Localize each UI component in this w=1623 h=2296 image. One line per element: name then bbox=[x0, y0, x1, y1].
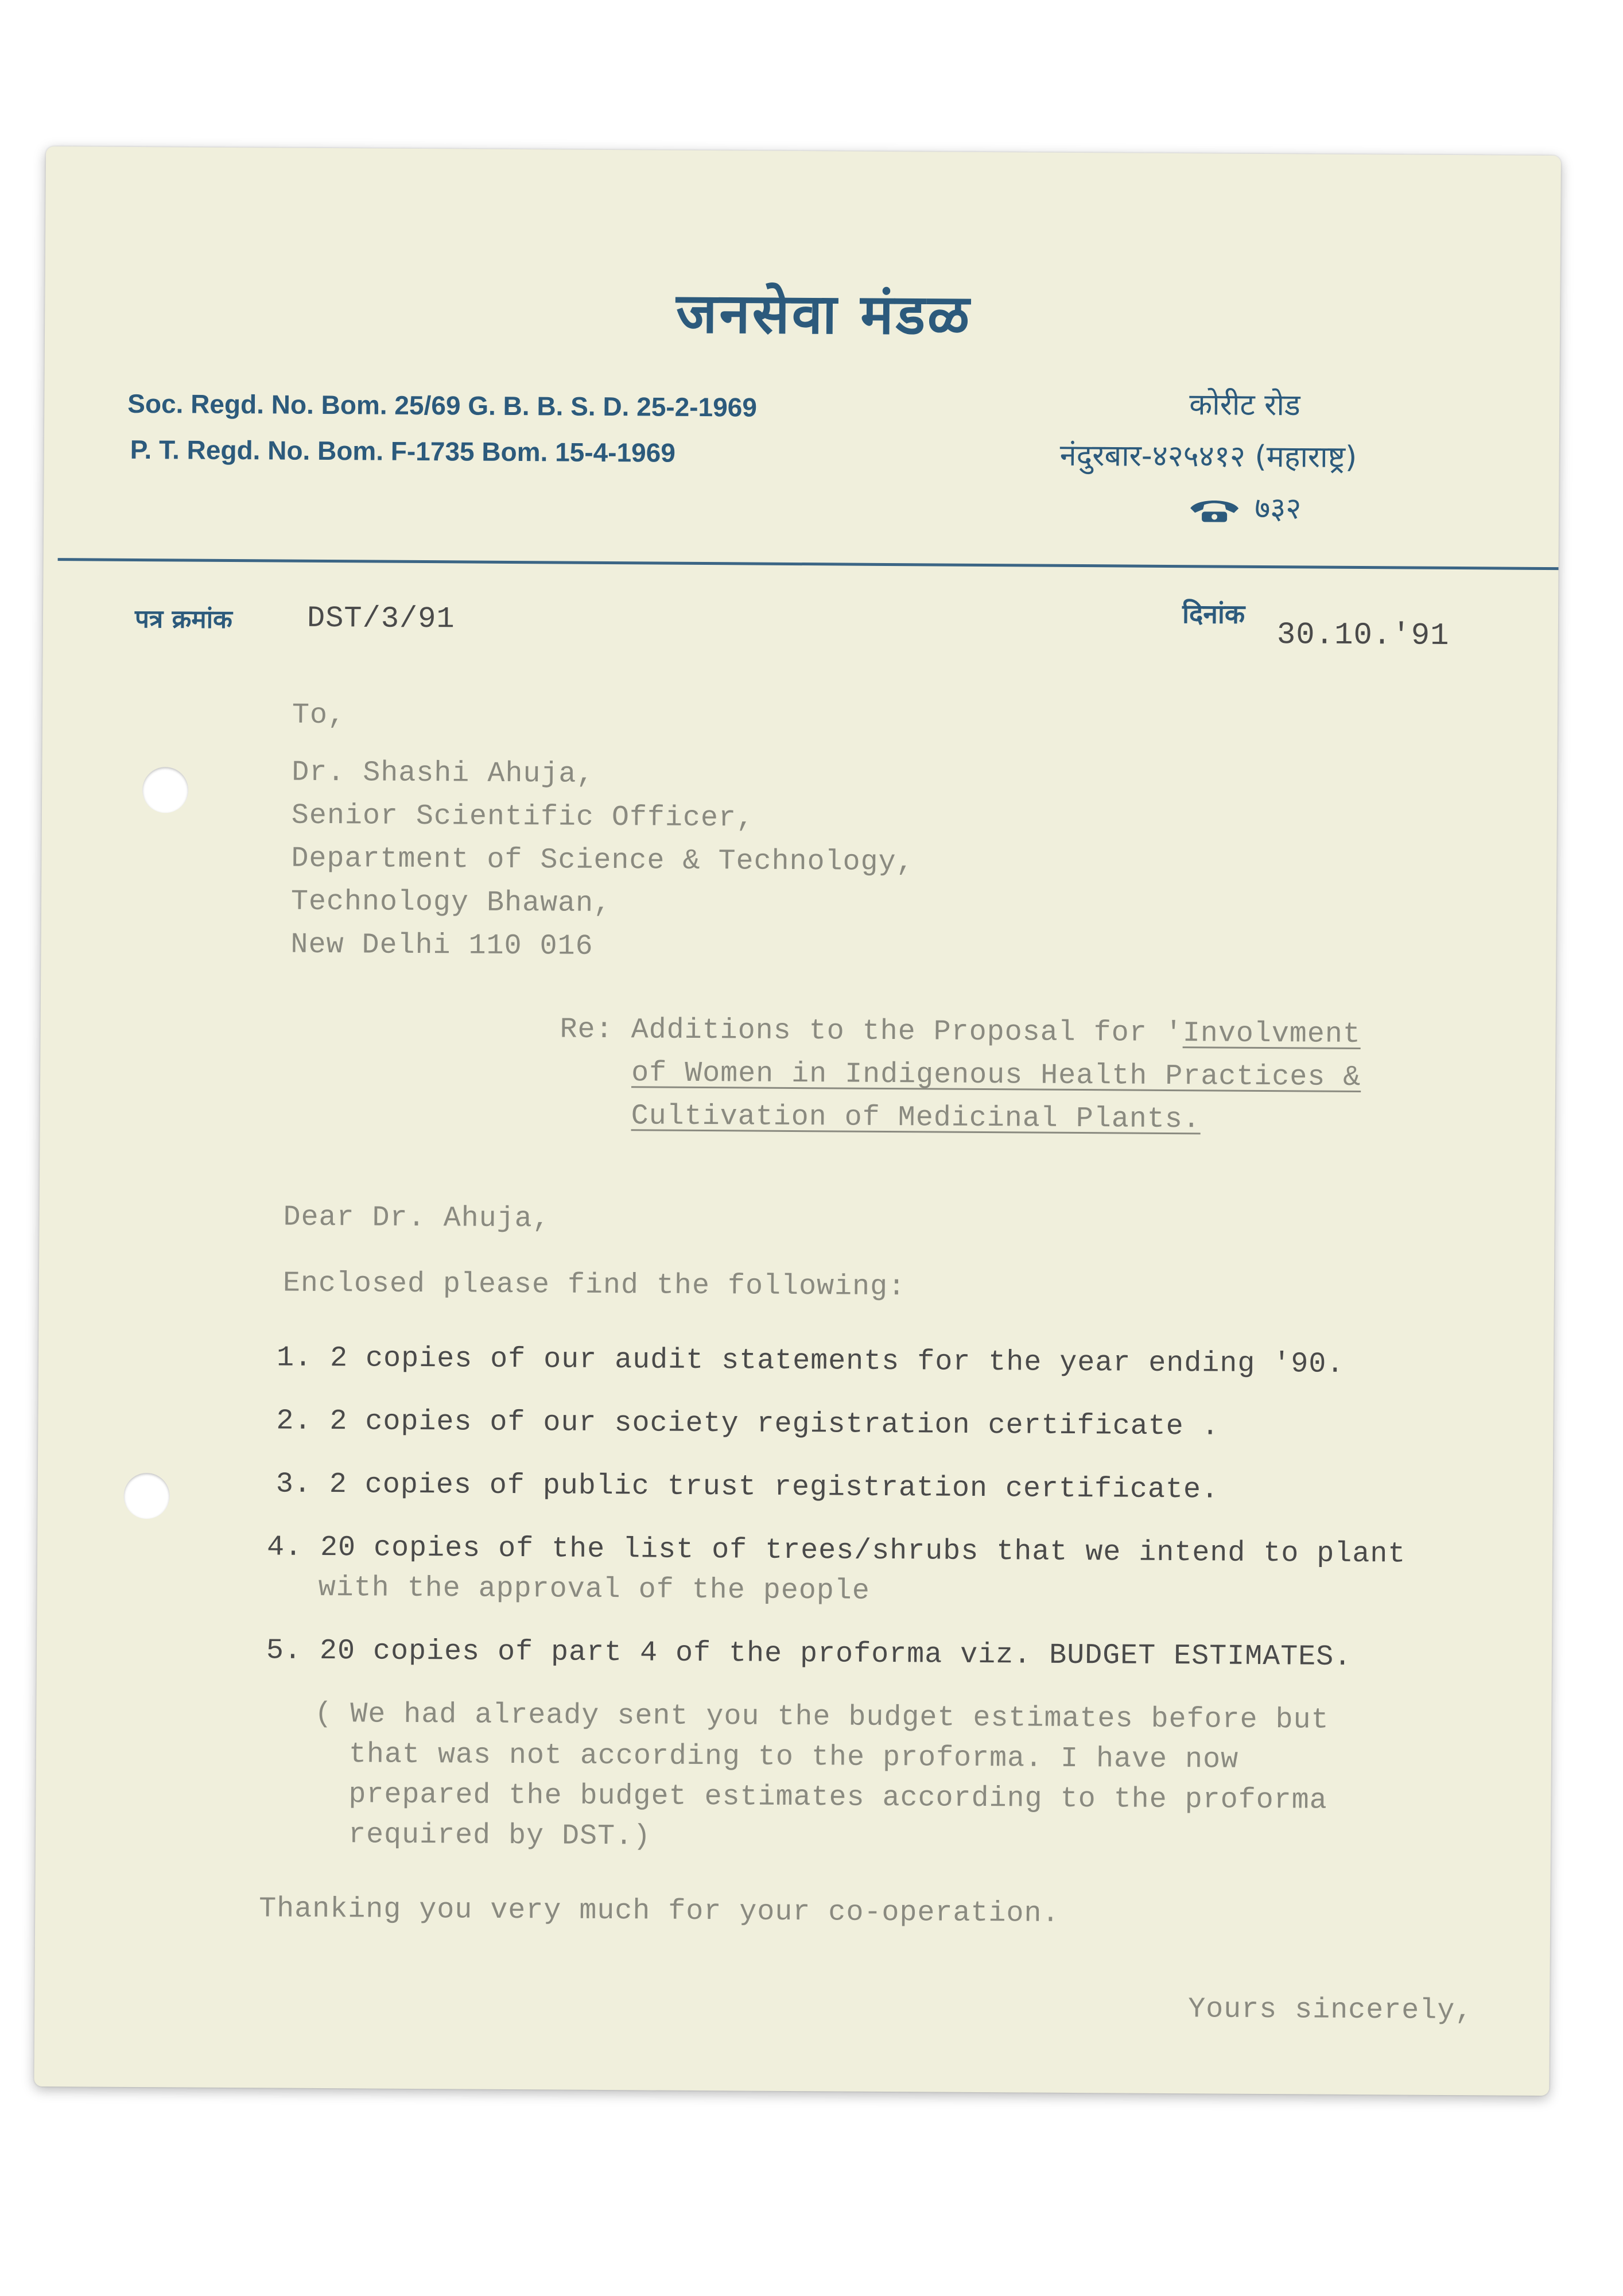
intro-line: Enclosed please find the following: bbox=[282, 1267, 906, 1304]
date-label: दिनांक bbox=[1182, 598, 1245, 630]
note-line: ( We had already sent you the budget estimates before but bbox=[314, 1697, 1329, 1737]
recipient-city: New Delhi 110 016 bbox=[290, 928, 593, 963]
address-street: कोरीट रोड bbox=[1189, 387, 1300, 423]
phone-number: ७३२ bbox=[1255, 491, 1302, 526]
greeting: Dear Dr. Ahuja, bbox=[283, 1201, 550, 1236]
to-label: To, bbox=[292, 699, 346, 732]
list-item-continuation: with the approval of the people bbox=[318, 1571, 870, 1608]
thanks-line: Thanking you very much for your co-operation. bbox=[259, 1892, 1060, 1930]
note-line: prepared the budget estimates according to the proforma bbox=[348, 1778, 1327, 1817]
society-registration: Soc. Regd. No. Bom. 25/69 G. B. B. S. D. 25-2-1969 bbox=[127, 388, 758, 422]
recipient-title: Senior Scientific Officer, bbox=[291, 799, 755, 835]
letterhead-divider bbox=[58, 558, 1559, 570]
list-item: 5. 20 copies of part 4 of the proforma viz. BUDGET ESTIMATES. bbox=[266, 1634, 1352, 1674]
recipient-department: Department of Science & Technology, bbox=[291, 842, 914, 879]
recipient-building: Technology Bhawan, bbox=[290, 885, 612, 921]
list-item: 2. 2 copies of our society registration certificate . bbox=[276, 1405, 1220, 1444]
list-item: 4. 20 copies of the list of trees/shrubs that we intend to plant bbox=[266, 1531, 1406, 1571]
subject-line-1 bbox=[560, 1014, 1361, 1052]
list-item: 3. 2 copies of public trust registration certificate. bbox=[275, 1468, 1220, 1507]
re-label: Re: bbox=[560, 1013, 614, 1047]
recipient-name: Dr. Shashi Ahuja, bbox=[292, 756, 595, 791]
subject-line-2: of Women in Indigenous Health Practices & bbox=[631, 1057, 1361, 1095]
date-value: 30.10.'91 bbox=[1276, 618, 1450, 654]
list-item: 1. 2 copies of our audit statements for the year ending '90. bbox=[276, 1341, 1345, 1381]
subject-line-3: Cultivation of Medicinal Plants. bbox=[631, 1100, 1201, 1137]
note-line: required by DST.) bbox=[348, 1818, 651, 1853]
note-line: that was not according to the proforma. I have now bbox=[348, 1738, 1239, 1777]
organization-name: जनसेवा मंडळ bbox=[675, 281, 972, 347]
trust-registration: P. T. Regd. No. Bom. F-1735 Bom. 15-4-1969 bbox=[130, 434, 676, 468]
punch-hole-top bbox=[142, 767, 188, 813]
closing: Yours sincerely, bbox=[1188, 1993, 1473, 2028]
subject-underlined: Involvment bbox=[1182, 1017, 1361, 1052]
subject-prefix: Additions to the Proposal for ' bbox=[631, 1014, 1183, 1050]
telephone-icon bbox=[1186, 495, 1243, 525]
punch-hole-bottom bbox=[123, 1473, 169, 1519]
reference-number: DST/3/91 bbox=[306, 601, 455, 637]
phone-line bbox=[1186, 486, 1302, 528]
letter-paper bbox=[34, 146, 1561, 2096]
address-city: नंदुरबार-४२५४१२ (महाराष्ट्र) bbox=[1059, 438, 1357, 475]
reference-label: पत्र क्रमांक bbox=[134, 604, 233, 634]
